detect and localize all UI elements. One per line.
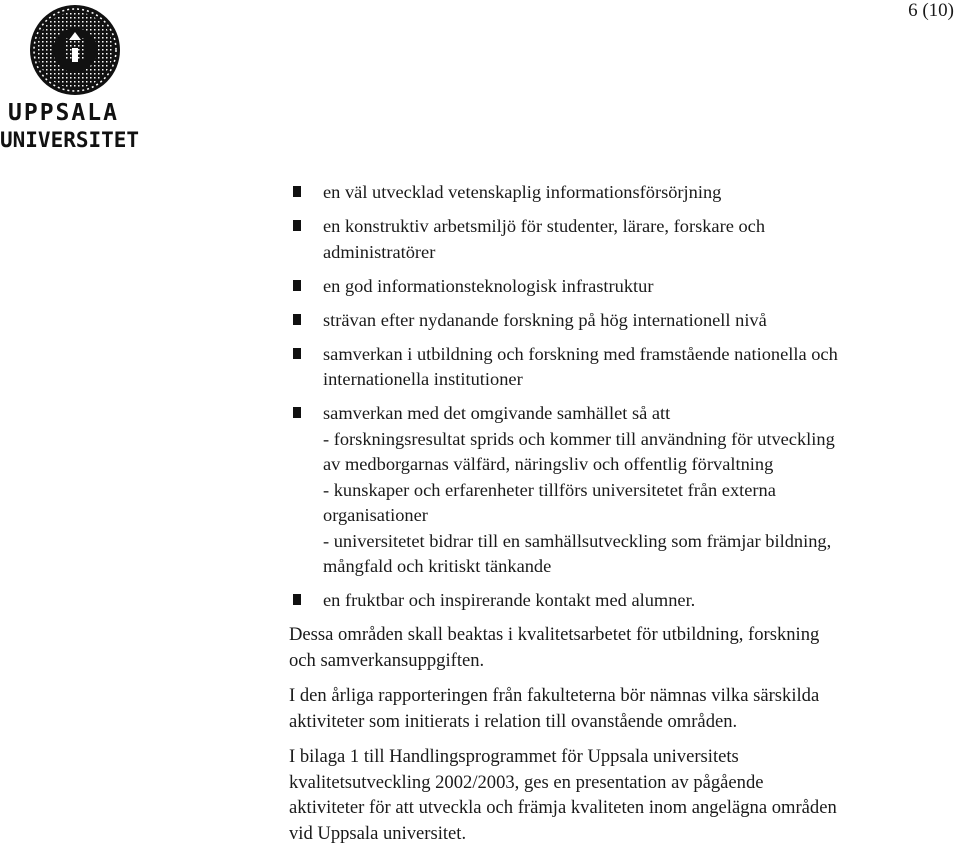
paragraph-text: och samverkansuppgiften. xyxy=(289,649,485,671)
bullet-text: mångfald och kritiskt tänkande xyxy=(323,556,552,576)
university-logo xyxy=(0,4,160,154)
goals-bullet-list xyxy=(289,180,959,614)
bullet-text: en väl utvecklad vetenskaplig informationsförsörjning xyxy=(323,182,722,202)
bullet-text: - forskningsresultat sprids och kommer till användning för utveckling xyxy=(323,428,835,449)
bullet-item xyxy=(289,342,959,393)
bullet-text: - universitetet bidrar till en samhällsutveckling som främjar bildning, xyxy=(323,530,832,551)
paragraph-text: vid Uppsala universitet. xyxy=(289,822,467,844)
bullet-item xyxy=(289,180,959,206)
paragraph-text: aktiviteter för att utveckla och främja kvaliteten inom angelägna områden xyxy=(289,797,837,818)
document-body xyxy=(289,180,959,856)
paragraph-quality-areas xyxy=(289,622,959,673)
square-bullet-icon xyxy=(293,220,301,231)
bullet-item xyxy=(289,214,959,265)
bullet-item xyxy=(289,401,959,580)
bullet-text: en god informationsteknologisk infrastruktur xyxy=(323,275,654,296)
bullet-text: samverkan med det omgivande samhället så att xyxy=(323,403,671,423)
paragraph-appendix xyxy=(289,744,959,846)
bullet-text: - kunskaper och erfarenheter tillförs universitetet från externa xyxy=(323,479,776,500)
university-seal-icon xyxy=(29,4,121,96)
bullet-text: en konstruktiv arbetsmiljö för studenter, lärare, forskare och xyxy=(323,216,766,236)
logo-text-universitet: UNIVERSITET xyxy=(0,128,140,152)
logo-text-uppsala: UPPSALA xyxy=(8,100,119,126)
paragraph-text: Dessa områden skall beaktas i kvalitetsarbetet för utbildning, forskning xyxy=(289,624,820,645)
bullet-item xyxy=(289,588,959,614)
paragraph-text: I bilaga 1 till Handlingsprogrammet för Uppsala universitets xyxy=(289,746,739,767)
square-bullet-icon xyxy=(293,407,301,418)
bullet-text: samverkan i utbildning och forskning med framstående nationella och xyxy=(323,343,838,364)
square-bullet-icon xyxy=(293,186,301,197)
square-bullet-icon xyxy=(293,348,301,359)
bullet-item xyxy=(289,274,959,300)
bullet-text: strävan efter nydanande forskning på hög internationell nivå xyxy=(323,309,767,330)
paragraph-text: I den årliga rapporteringen från fakulteterna bör nämnas vilka särskilda xyxy=(289,685,820,706)
paragraph-text: kvalitetsutveckling 2002/2003, ges en presentation av pågående xyxy=(289,771,764,793)
square-bullet-icon xyxy=(293,594,301,605)
paragraph-annual-reporting xyxy=(289,683,959,734)
bullet-text: av medborgarnas välfärd, näringsliv och offentlig förvaltning xyxy=(323,454,774,474)
bullet-text: en fruktbar och inspirerande kontakt med alumner. xyxy=(323,590,696,610)
bullet-text: organisationer xyxy=(323,505,428,525)
square-bullet-icon xyxy=(293,314,301,325)
square-bullet-icon xyxy=(293,280,301,291)
bullet-text: administratörer xyxy=(323,241,436,262)
bullet-item xyxy=(289,308,959,334)
page-number: 6 (10) xyxy=(908,0,954,21)
bullet-text: internationella institutioner xyxy=(323,369,523,389)
paragraph-text: aktiviteter som initierats i relation till ovanstående områden. xyxy=(289,710,738,732)
